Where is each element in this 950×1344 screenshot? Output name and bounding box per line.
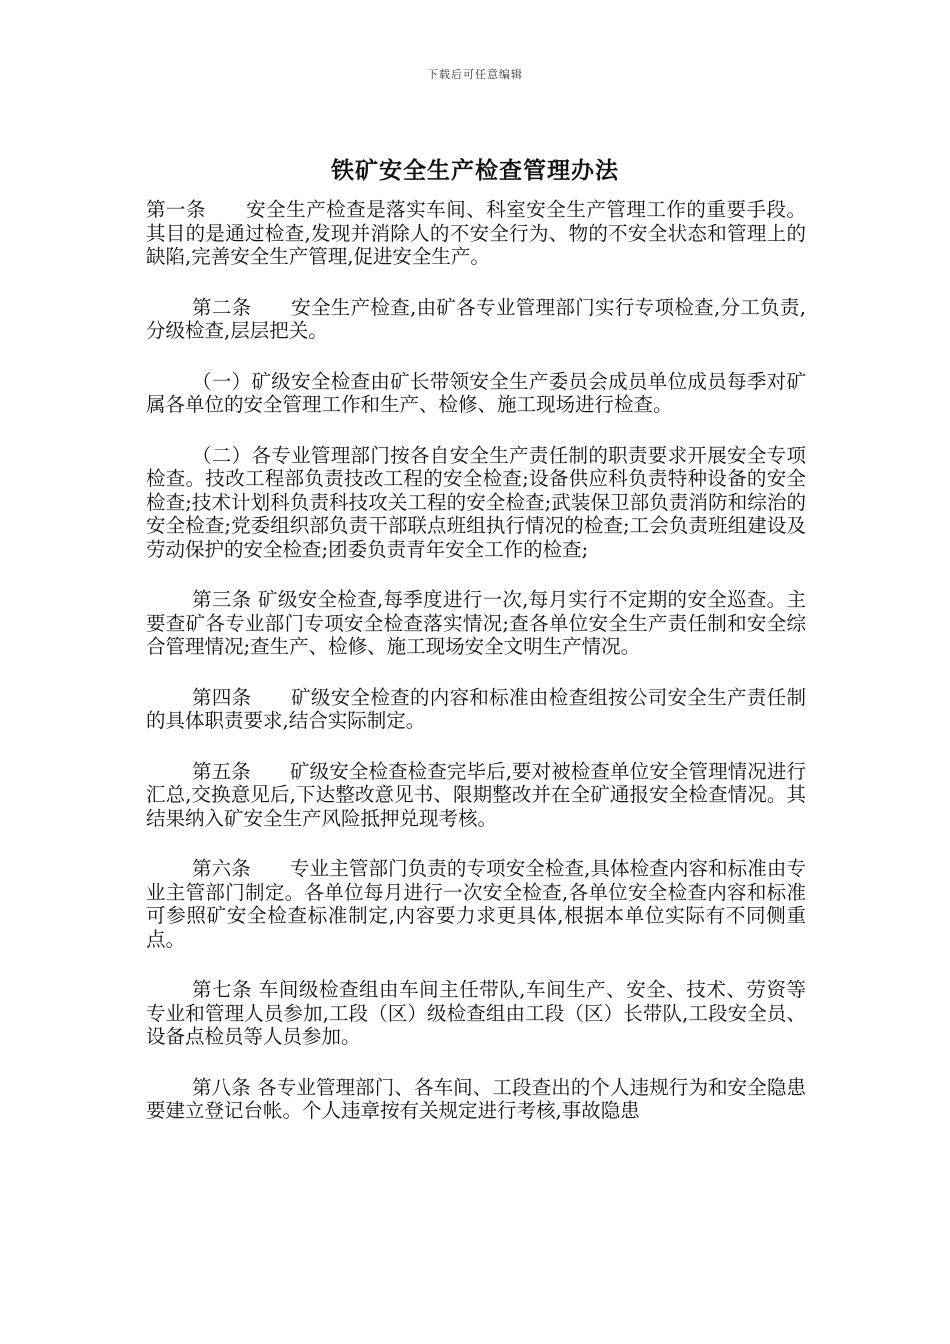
- document-body: [146, 198, 806, 1150]
- paragraph-article-7: 第七条 车间级检查组由车间主任带队,车间生产、安全、技术、劳资等专业和管理人员参加,工段（区）级检查组由工段（区）长带队,工段安全员、设备点检员等人员参加。: [146, 978, 806, 1048]
- paragraph-article-8: 第八条 各专业管理部门、各车间、工段查出的个人违规行为和安全隐患要建立登记台帐。个人违章按有关规定进行考核,事故隐患: [146, 1075, 806, 1122]
- paragraph-article-5: 第五条 矿级安全检查检查完毕后,要对被检查单位安全管理情况进行汇总,交换意见后,下达整改意见书、限期整改并在全矿通报安全检查情况。其结果纳入矿安全生产风险抵押兑现考核。: [146, 759, 806, 830]
- document-title: 铁矿安全生产检查管理办法: [331, 157, 619, 184]
- paragraph-item-2: （二）各专业管理部门按各自安全生产责任制的职责要求开展安全专项检查。技改工程部负责技改工程的安全检查;设备供应科负责特种设备的安全检查;技术计划科负责科技攻关工程的安全检查;武装保卫部负责消防和综治的安全检查;党委组织部负责干部联点班组执行情况的检查;工会负责班组建设及劳动保护的安全检查;团委负责青年安全工作的检查;: [146, 443, 806, 561]
- header-note: 下载后可任意编辑: [427, 68, 523, 81]
- paragraph-article-2: 第二条 安全生产检查,由矿各专业管理部门实行专项检查,分工负责,分级检查,层层把关。: [146, 295, 806, 342]
- paragraph-article-3: 第三条 矿级安全检查,每季度进行一次,每月实行不定期的安全巡查。主要查矿各专业部门专项安全检查落实情况;查各单位安全生产责任制和安全综合管理情况;查生产、检修、施工现场安全文明生产情况。: [146, 588, 806, 658]
- paragraph-article-6: 第六条 专业主管部门负责的专项安全检查,具体检查内容和标准由专业主管部门制定。各单位每月进行一次安全检查,各单位安全检查内容和标准可参照矿安全检查标准制定,内容要力求更具体,根据本单位实际有不同侧重点。: [146, 857, 806, 951]
- paragraph-article-4: 第四条 矿级安全检查的内容和标准由检查组按公司安全生产责任制的具体职责要求,结合实际制定。: [146, 685, 806, 732]
- paragraph-article-1: 第一条 安全生产检查是落实车间、科室安全生产管理工作的重要手段。其目的是通过检查,发现并消除人的不安全行为、物的不安全状态和管理上的缺陷,完善安全生产管理,促进安全生产。: [146, 198, 806, 268]
- paragraph-item-1: （一）矿级安全检查由矿长带领安全生产委员会成员单位成员每季对矿属各单位的安全管理工作和生产、检修、施工现场进行检查。: [146, 369, 806, 416]
